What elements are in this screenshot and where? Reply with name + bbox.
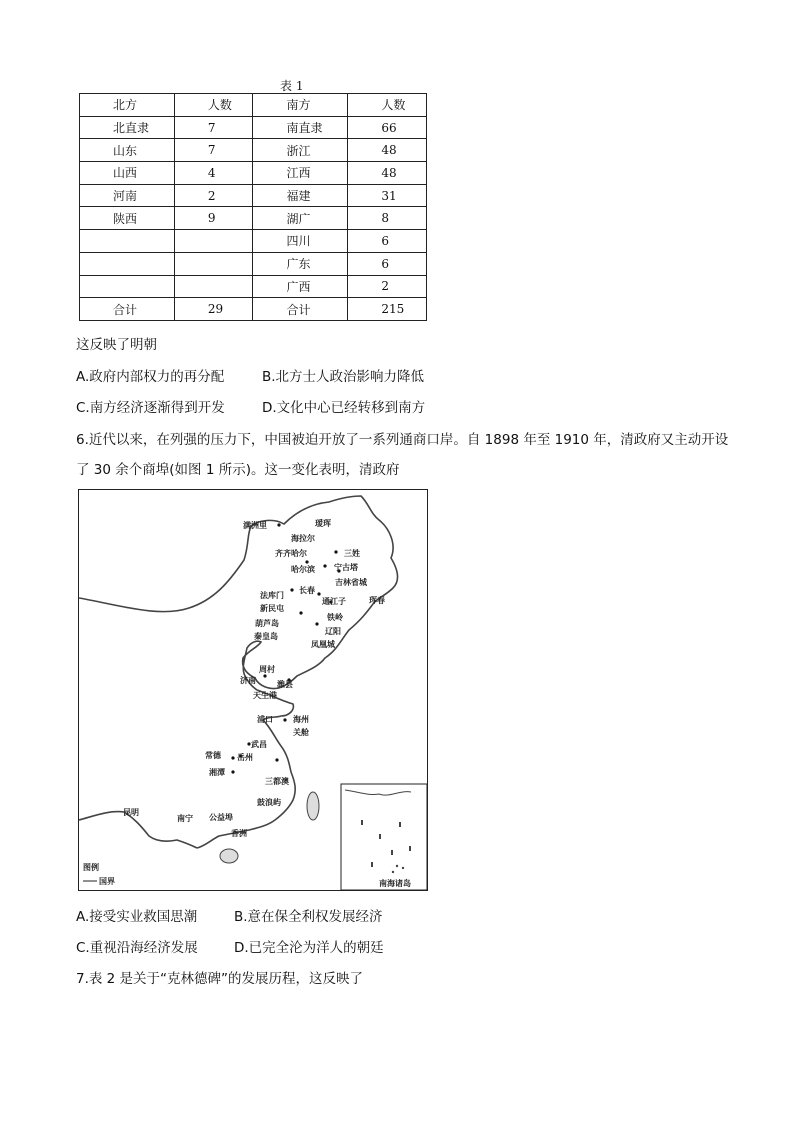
table-header-row [80, 94, 427, 117]
q5-option-a[interactable]: A.政府内部权力的再分配 [76, 369, 225, 385]
table-cell: 31 [348, 184, 427, 207]
map-taiwan-island [307, 792, 319, 820]
table-cell [174, 275, 253, 298]
table-cell [80, 230, 175, 253]
city-label: 岳州 [237, 753, 253, 762]
table-cell: 29 [174, 298, 253, 321]
q5-stem: 这反映了明朝 [76, 337, 157, 353]
table-cell [174, 230, 253, 253]
city-label: 武昌 [251, 740, 267, 749]
table-row [80, 230, 427, 253]
city-label: 葫芦岛 [255, 619, 279, 628]
table-1 [79, 93, 427, 321]
city-label: 新民屯 [260, 604, 284, 613]
city-label: 哈尔滨 [291, 565, 315, 574]
table-cell: 48 [348, 162, 427, 185]
city-label: 昆明 [123, 808, 139, 817]
table-cell: 北直隶 [80, 116, 175, 139]
city-label: 潍县 [277, 680, 293, 689]
table-cell: 陕西 [80, 207, 175, 230]
city-label: 湘潭 [209, 768, 225, 777]
city-label: 铁岭 [327, 613, 343, 622]
table-cell: 福建 [253, 184, 348, 207]
map-inset-label: 南海诸岛 [379, 879, 411, 888]
table-cell [80, 275, 175, 298]
table-row [80, 139, 427, 162]
table-header-cell: 北方 [80, 94, 175, 117]
q6-stem-line1: 6.近代以来，在列强的压力下，中国被迫开放了一系列通商口岸。自 1898 年至 1910 年，清政府又主动开设 [76, 432, 729, 448]
table-row [80, 298, 427, 321]
table-header-cell: 南方 [253, 94, 348, 117]
city-label: 香洲 [231, 829, 247, 838]
q6-stem-line2: 了 30 余个商埠(如图 1 所示)。这一变化表明，清政府 [76, 462, 400, 478]
city-label: 辽阳 [325, 627, 341, 636]
table-cell: 6 [348, 230, 427, 253]
table-cell: 南直隶 [253, 116, 348, 139]
table-row [80, 116, 427, 139]
city-label: 鼓浪屿 [257, 798, 281, 807]
city-label: 公益埠 [209, 813, 233, 822]
city-label: 长春 [299, 586, 315, 595]
city-label: 浦口 [257, 715, 273, 724]
q5-option-c[interactable]: C.南方经济逐渐得到开发 [76, 400, 225, 416]
q6-option-c[interactable]: C.重视沿海经济发展 [76, 940, 198, 956]
table-cell: 8 [348, 207, 427, 230]
table-cell: 山东 [80, 139, 175, 162]
table-cell: 江西 [253, 162, 348, 185]
table-cell: 7 [174, 116, 253, 139]
city-label: 三姓 [344, 549, 360, 558]
map-svg [79, 490, 427, 890]
table-cell: 4 [174, 162, 253, 185]
table-cell [174, 252, 253, 275]
map-legend-item: 国界 [99, 877, 115, 886]
city-label: 宁古塔 [334, 563, 358, 572]
q6-option-a[interactable]: A.接受实业救国思潮 [76, 909, 198, 925]
map-hainan-island [220, 849, 238, 863]
table-cell: 2 [348, 275, 427, 298]
city-label: 通江子 [322, 597, 346, 606]
city-label: 济南 [240, 676, 256, 685]
table-cell [80, 252, 175, 275]
table-cell: 合计 [80, 298, 175, 321]
table-caption: 表 1 [280, 79, 304, 93]
table-row [80, 275, 427, 298]
city-label: 珲春 [369, 596, 385, 605]
figure-1-map [78, 489, 428, 891]
city-label: 南宁 [177, 814, 193, 823]
table-cell: 66 [348, 116, 427, 139]
city-label: 三都澳 [265, 777, 289, 786]
table-row [80, 184, 427, 207]
q6-option-d[interactable]: D.已完全沦为洋人的朝廷 [234, 940, 384, 956]
table-cell: 浙江 [253, 139, 348, 162]
table-header-cell: 人数 [348, 94, 427, 117]
table-row [80, 252, 427, 275]
table-cell: 48 [348, 139, 427, 162]
city-label: 常德 [205, 751, 221, 760]
map-legend-title: 图例 [83, 863, 99, 872]
table-cell: 四川 [253, 230, 348, 253]
table-cell: 广东 [253, 252, 348, 275]
table-cell: 广西 [253, 275, 348, 298]
city-label: 周村 [259, 665, 275, 674]
q5-option-d[interactable]: D.文化中心已经转移到南方 [262, 400, 426, 416]
table-row [80, 162, 427, 185]
table-cell: 河南 [80, 184, 175, 207]
table-cell: 7 [174, 139, 253, 162]
map-inset-box [341, 784, 427, 890]
table-cell: 6 [348, 252, 427, 275]
table-header-cell: 人数 [174, 94, 253, 117]
city-label: 关舱 [293, 728, 309, 737]
city-label: 满洲里 [243, 521, 267, 530]
q6-option-b[interactable]: B.意在保全利权发展经济 [234, 909, 383, 925]
city-label: 秦皇岛 [254, 632, 278, 641]
city-label: 天生港 [253, 691, 277, 700]
city-label: 法库门 [260, 591, 284, 600]
q7-stem: 7.表 2 是关于“克林德碑”的发展历程，这反映了 [76, 971, 364, 987]
table-cell: 215 [348, 298, 427, 321]
table-cell: 山西 [80, 162, 175, 185]
city-label: 海州 [293, 715, 309, 724]
table-cell: 合计 [253, 298, 348, 321]
q5-option-b[interactable]: B.北方士人政治影响力降低 [262, 369, 425, 385]
city-label: 海拉尔 [291, 534, 315, 543]
table-cell: 湖广 [253, 207, 348, 230]
city-label: 齐齐哈尔 [275, 549, 307, 558]
city-label: 瑷珲 [315, 519, 331, 528]
city-label: 吉林省城 [335, 578, 367, 587]
table-cell: 9 [174, 207, 253, 230]
city-label: 凤凰城 [311, 640, 335, 649]
table-cell: 2 [174, 184, 253, 207]
table-row [80, 207, 427, 230]
